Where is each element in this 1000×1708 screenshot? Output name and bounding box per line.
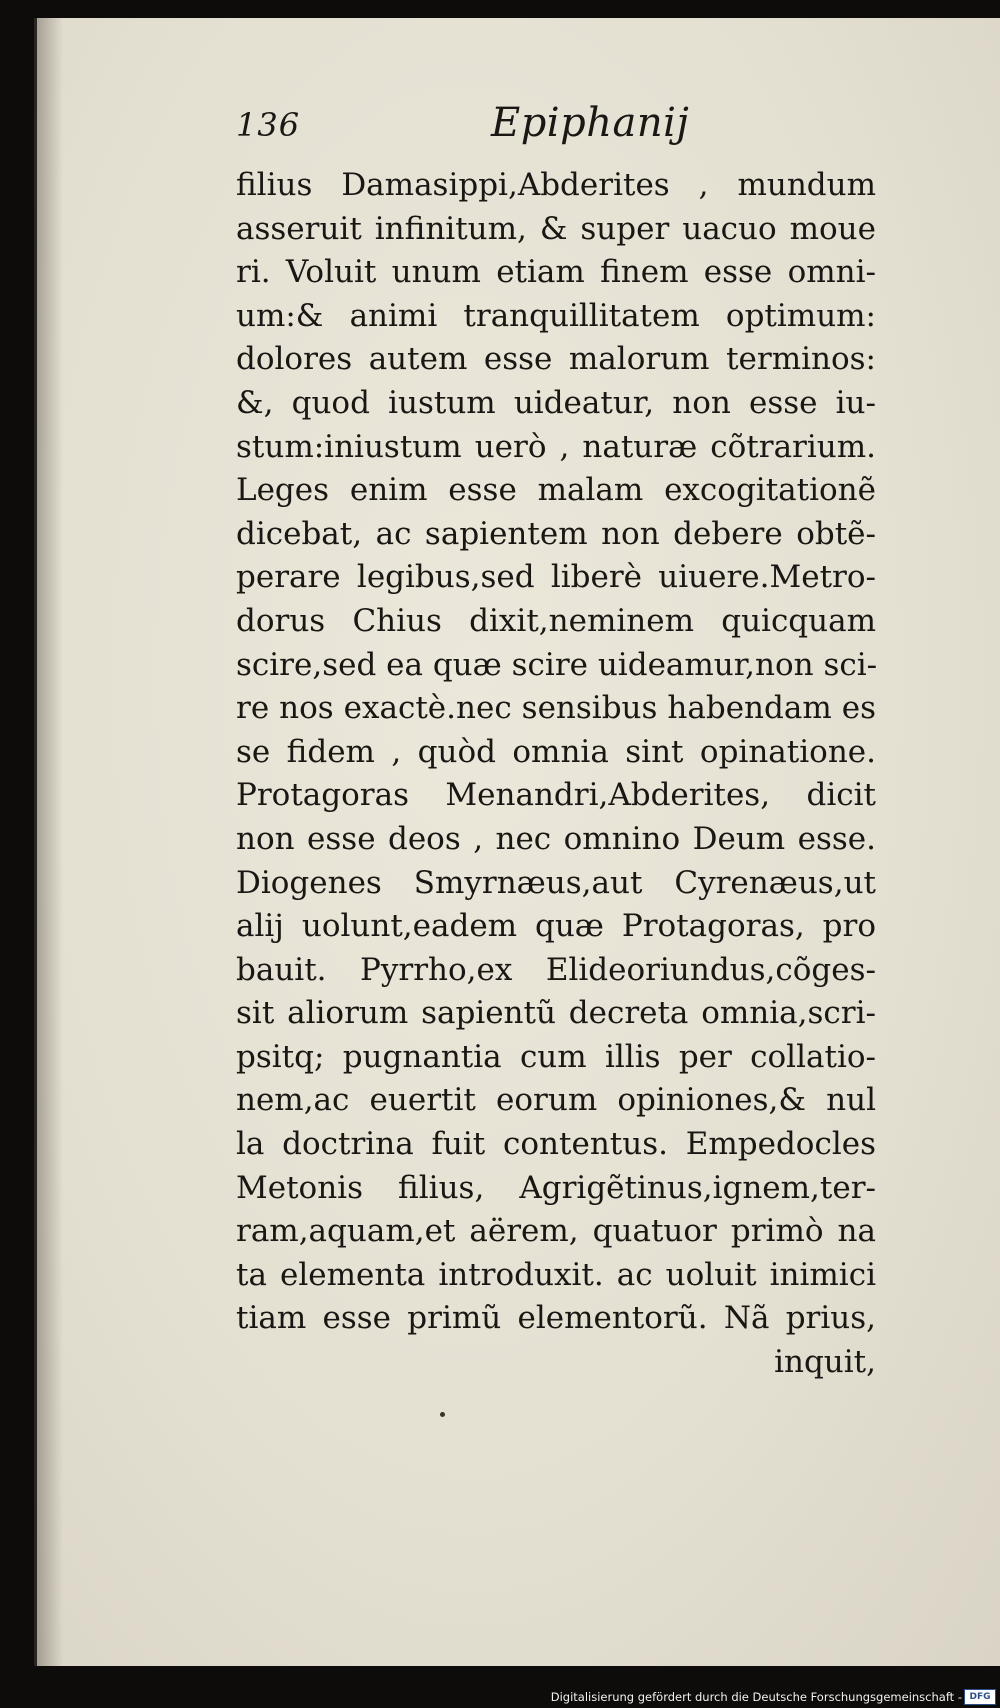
text-line: psitq; pugnantia cum illis per collatio-: [236, 1038, 876, 1075]
footer-bar: [0, 1666, 1000, 1708]
text-line: Diogenes Smyrnæus,aut Cyrenæus,ut: [236, 864, 876, 901]
text-line: Protagoras Menandri,Abderites, dicit: [236, 777, 876, 814]
text-line: nem,ac euertit eorum opiniones,& nul: [236, 1082, 876, 1119]
text-line: Metonis filius, Agrigẽtinus,ignem,ter-: [236, 1169, 876, 1206]
text-line: non esse deos , nec omnino Deum esse.: [236, 820, 876, 857]
text-line: &, quod iustum uideatur, non esse iu-: [236, 384, 876, 421]
text-line: asseruit infinitum, & super uacuo moue: [236, 210, 876, 247]
running-head: Epiphanij: [491, 100, 690, 146]
dfg-logo-icon: DFG: [964, 1689, 996, 1705]
body-text: [236, 164, 876, 1385]
catchword: inquit,: [774, 1344, 876, 1381]
text-line: alij uolunt,eadem quæ Protagoras, pro: [236, 908, 876, 945]
text-line: se fidem , quòd omnia sint opinatione.: [236, 733, 876, 770]
page-header: [236, 96, 876, 156]
text-line: tiam esse primũ elementorũ. Nã prius,: [236, 1300, 876, 1337]
text-line: dorus Chius dixit,neminem quicquam: [236, 602, 876, 639]
text-line: bauit. Pyrrho,ex Elideoriundus,cõges-: [236, 951, 876, 988]
gutter-shadow: [37, 18, 63, 1666]
text-line: ri. Voluit unum etiam finem esse omni-: [236, 254, 876, 291]
text-line: scire,sed ea quæ scire uideamur,non sci-: [236, 646, 878, 683]
text-line: perare legibus,sed liberè uiuere.Metro-: [236, 559, 876, 596]
text-line: filius Damasippi,Abderites , mundum: [236, 167, 876, 203]
text-line: dicebat, ac sapientem non debere obtẽ-: [236, 515, 876, 552]
text-line: um:& animi tranquillitatem optimum:: [236, 297, 876, 334]
text-line: stum:iniustum uerò , naturæ cõtrarium.: [236, 428, 876, 465]
text-line: sit aliorum sapientũ decreta omnia,scri-: [236, 995, 876, 1032]
ink-speck: [440, 1412, 445, 1417]
text-line: ram,aquam,et aërem, quatuor primò na: [236, 1213, 876, 1250]
text-line: dolores autem esse malorum terminos:: [236, 341, 876, 378]
funding-credit: Digitalisierung gefördert durch die Deutsche Forschungsgemeinschaft -: [550, 1690, 962, 1704]
text-line: re nos exactè.nec sensibus habendam es: [236, 690, 876, 727]
text-line: la doctrina fuit contentus. Empedocles: [236, 1126, 876, 1163]
page-number: 136: [236, 106, 301, 144]
text-line: Leges enim esse malam excogitationẽ: [236, 472, 876, 509]
text-line: ta elementa introduxit. ac uoluit inimici: [236, 1256, 876, 1293]
